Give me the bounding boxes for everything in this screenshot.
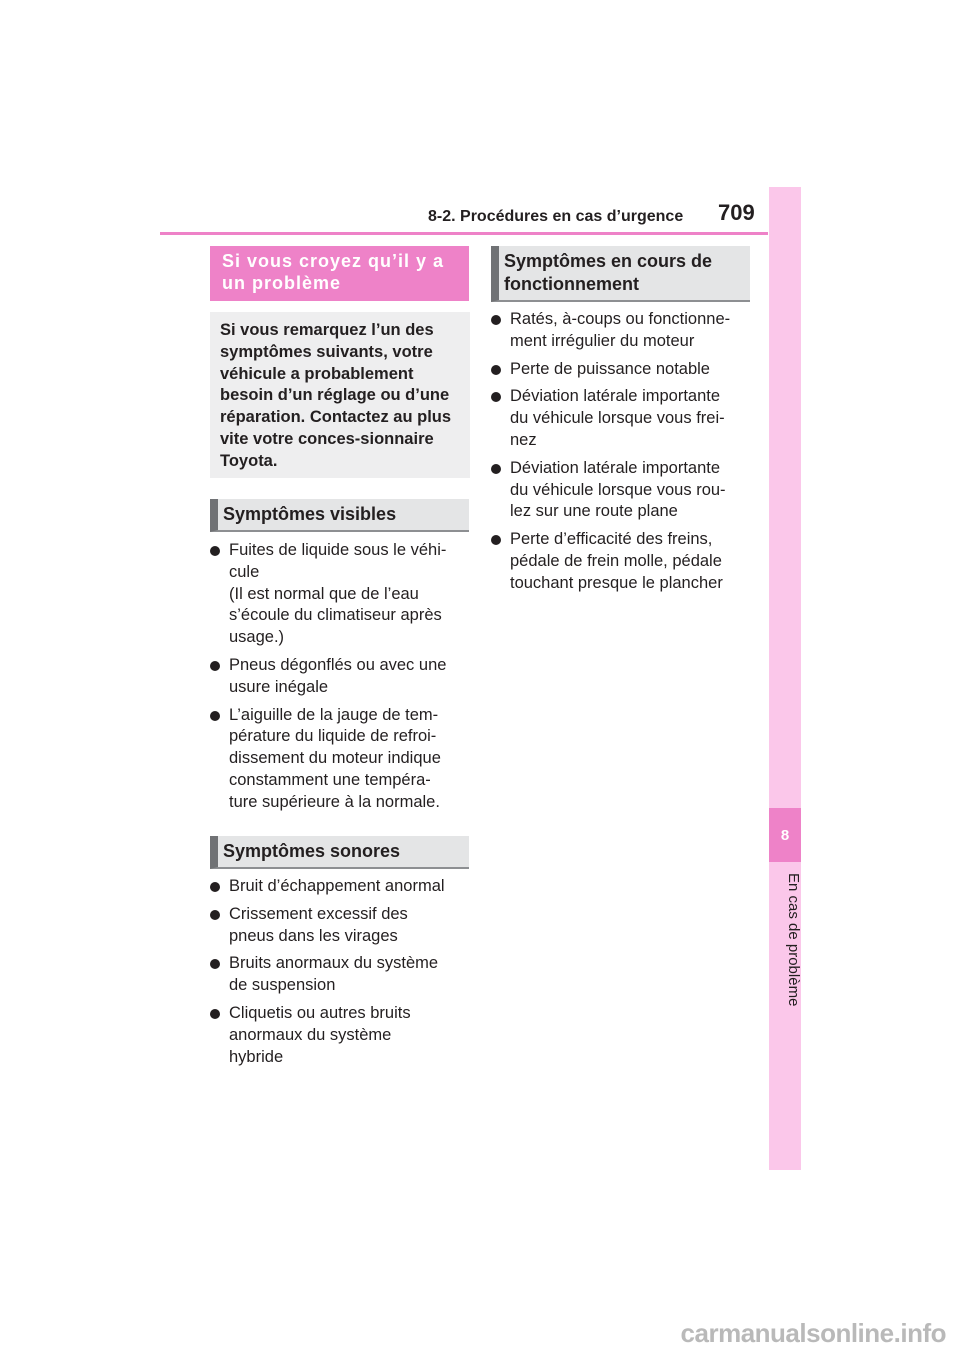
- list-item: Pneus dégonflés ou avec une usure inégale: [210, 655, 472, 699]
- list-item: Perte de puissance notable: [491, 359, 753, 381]
- list-item: Crissement excessif des pneus dans les virages: [210, 904, 472, 948]
- list-item: Déviation latérale importante du véhicule lorsque vous frei- nez: [491, 386, 753, 451]
- warning-text: Si vous remarquez l’un des symptômes suivants, votre véhicule a probablement besoin d’un réglage ou d’une réparation. Contactez au plus vite votre conces-sionnaire Toyota.: [220, 321, 452, 470]
- list-item: Cliquetis ou autres bruits anormaux du système hybride: [210, 1003, 472, 1068]
- list-item: Déviation latérale importante du véhicule lorsque vous rou- lez sur une route plane: [491, 458, 753, 523]
- list-item: Bruit d’échappement anormal: [210, 876, 472, 898]
- list-item: Bruits anormaux du système de suspension: [210, 953, 472, 997]
- list-item: Fuites de liquide sous le véhi- cule (Il est normal que de l’eau s’écoule du climatiseur après usage.): [210, 540, 472, 649]
- main-heading: Si vous croyez qu’il y a un problème: [210, 246, 469, 301]
- list-item: Ratés, à-coups ou fonctionne- ment irrégulier du moteur: [491, 309, 753, 353]
- audible-symptoms-list: [210, 876, 472, 1074]
- list-item: L’aiguille de la jauge de tem- pérature du liquide de refroi- dissement du moteur indique constamment une tempéra- ture supérieure à la normale.: [210, 705, 472, 814]
- list-item: Perte d’efficacité des freins, pédale de frein molle, pédale touchant presque le plancher: [491, 529, 753, 594]
- chapter-number-box: [769, 808, 801, 862]
- visible-symptoms-heading: Symptômes visibles: [210, 499, 469, 532]
- page-number: 709: [718, 200, 755, 225]
- visible-symptoms-list: [210, 540, 472, 820]
- warning-box: [210, 312, 470, 478]
- chapter-side-tab: [769, 187, 801, 1170]
- operation-symptoms-list: [491, 309, 753, 601]
- audible-symptoms-heading: Symptômes sonores: [210, 836, 469, 869]
- chapter-title-vertical: En cas de problème: [785, 873, 802, 1007]
- header-divider: [160, 232, 768, 235]
- site-watermark: carmanualsonline.info: [680, 1318, 946, 1348]
- section-title: 8-2. Procédures en cas d’urgence: [428, 208, 684, 225]
- chapter-number: 8: [780, 826, 790, 844]
- operation-symptoms-heading: Symptômes en cours de fonctionnement: [491, 246, 750, 302]
